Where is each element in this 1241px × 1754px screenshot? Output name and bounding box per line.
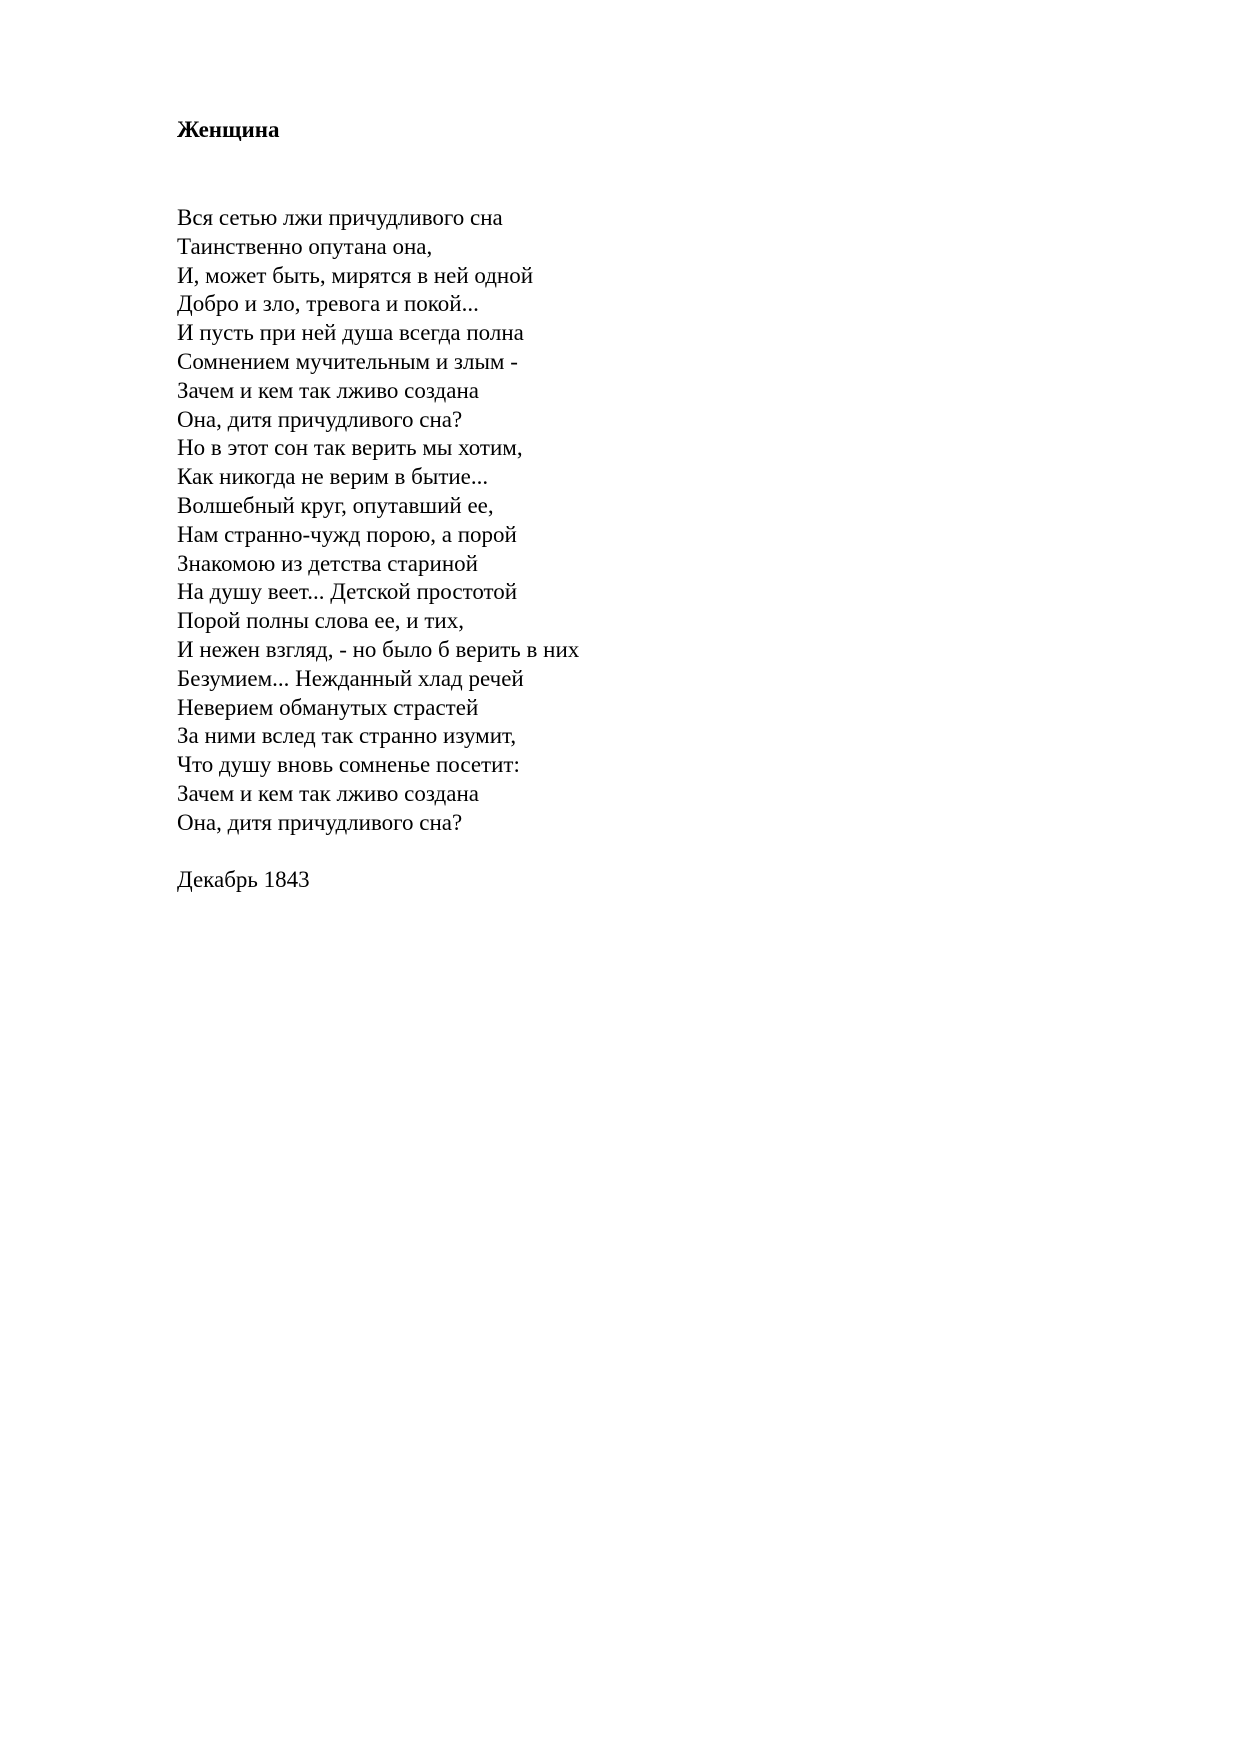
poem-line: Что душу вновь сомненье посетит: — [177, 752, 520, 778]
poem-line: За ними вслед так странно изумит, — [177, 723, 517, 749]
poem-line: Таинственно опутана она, — [177, 233, 433, 259]
poem-line: Добро и зло, тревога и покой... — [177, 291, 479, 317]
poem-line: Вся сетью лжи причудливого сна — [177, 205, 503, 230]
poem-line: Она, дитя причудливого сна? — [177, 809, 463, 835]
poem-line: И, может быть, мирятся в ней одной — [177, 262, 534, 288]
poem-line: Сомнением мучительным и злым - — [177, 348, 518, 374]
poem-line: Она, дитя причудливого сна? — [177, 406, 463, 432]
poem-line: Знакомою из детства стариной — [177, 550, 478, 576]
poem-line: Но в этот сон так верить мы хотим, — [177, 435, 523, 461]
poem-line: Порой полны слова ее, и тих, — [177, 608, 464, 634]
poem-date: Декабрь 1843 — [177, 867, 310, 892]
poem-line: Волшебный круг, опутавший ее, — [177, 492, 494, 518]
poem-body — [177, 204, 579, 838]
poem-line: Зачем и кем так лживо создана — [177, 780, 479, 806]
poem-line: На душу веет... Детской простотой — [177, 579, 518, 605]
poem-title: Женщина — [177, 117, 280, 142]
poem-line: И пусть при ней душа всегда полна — [177, 320, 524, 346]
poem-line: Нам странно-чужд порою, а порой — [177, 521, 517, 547]
poem-line: И нежен взгляд, - но было б верить в них — [177, 636, 580, 662]
poem-line: Неверием обманутых страстей — [177, 694, 479, 720]
poem-line: Безумием... Нежданный хлад речей — [177, 665, 524, 691]
poem-line: Зачем и кем так лживо создана — [177, 377, 479, 403]
poem-line: Как никогда не верим в бытие... — [177, 464, 489, 490]
